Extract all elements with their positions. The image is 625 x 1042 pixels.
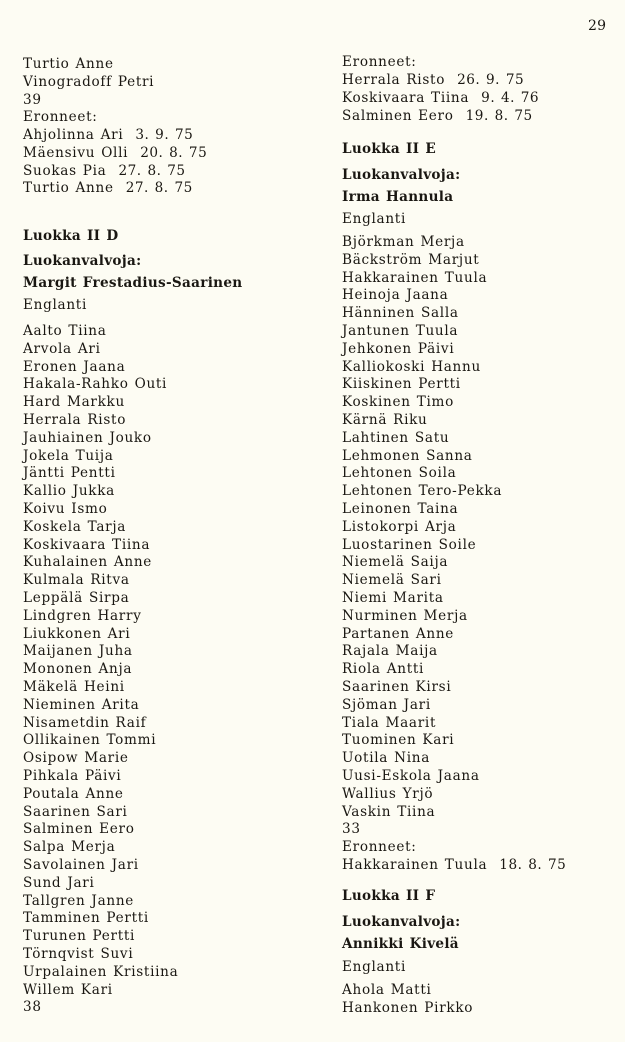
student-name: Kulmala Ritva [23, 572, 130, 589]
language-label: Englanti [342, 959, 406, 975]
departed-entry [23, 180, 193, 197]
class-count: 33 [342, 821, 361, 838]
student-name: Kallio Jukka [23, 483, 115, 500]
student-name: Sjöman Jari [342, 696, 431, 713]
student-name: Tamminen Pertti [23, 910, 149, 927]
student-name: Nurminen Merja [342, 607, 468, 624]
student-name: Rajala Maija [342, 643, 438, 660]
student-name: Mononen Anja [23, 661, 133, 678]
student-name: Koivu Ismo [23, 501, 108, 517]
student-name: Björkman Merja [342, 234, 465, 250]
departed-entry [23, 127, 193, 144]
student-name: Maijanen Juha [23, 643, 133, 660]
departed-entry [342, 108, 533, 125]
student-name: Lahtinen Satu [342, 429, 450, 446]
student-name: Kiiskinen Pertti [342, 376, 461, 393]
student-name: Koskinen Timo [342, 394, 454, 411]
departed-entry-name: Ahjolinna Ari [23, 127, 124, 143]
student-name: Jantunen Tuula [342, 323, 459, 339]
departed-entry-date: 26. 9. 75 [457, 72, 525, 88]
student-name: Tuominen Kari [342, 732, 455, 749]
student-name: Uotila Nina [342, 750, 431, 767]
departed-entry-date: 20. 8. 75 [140, 144, 208, 161]
student-name: Koskela Tarja [23, 518, 127, 535]
student-name: Heinoja Jaana [342, 287, 449, 304]
student-name: Mäkelä Heini [23, 679, 125, 695]
student-name: Jokela Tuija [23, 447, 114, 464]
student-name: Niemelä Sari [342, 572, 442, 589]
student-name: Lehmonen Sanna [342, 447, 473, 464]
student-name: Kuhalainen Anne [23, 554, 153, 571]
teacher-name: Annikki Kivelä [342, 936, 459, 952]
student-name: Uusi-Eskola Jaana [342, 768, 480, 784]
student-name: Eronen Jaana [23, 358, 126, 375]
class-heading: Luokka II D [23, 228, 119, 244]
departed-label: Eronneet: [23, 109, 98, 125]
departed-label: Eronneet: [342, 839, 417, 856]
student-name: Hänninen Salla [342, 305, 459, 322]
student-name: Bäckström Marjut [342, 251, 480, 268]
class-heading: Luokka II F [342, 888, 436, 904]
class-count: 38 [23, 999, 42, 1016]
student-name: Vaskin Tiina [342, 803, 436, 820]
teacher-label: Luokanvalvoja: [342, 914, 461, 930]
student-name: Savolainen Jari [23, 857, 139, 873]
student-name: Liukkonen Ari [23, 625, 131, 642]
class-count: 39 [23, 92, 42, 108]
departed-entry-date: 19. 8. 75 [465, 107, 533, 124]
departed-entry [342, 72, 524, 89]
student-name: Jäntti Pentti [23, 465, 116, 482]
student-name: Lehtonen Tero-Pekka [342, 483, 503, 500]
departed-entry-name: Turtio Anne [23, 180, 114, 197]
student-name: Hakkarainen Tuula [342, 269, 488, 286]
departed-entry-name: Herrala Risto [342, 72, 446, 88]
student-name: Tiala Maarit [342, 714, 437, 731]
departed-entry [23, 145, 207, 162]
language-label: Englanti [342, 211, 406, 227]
student-name: Salminen Eero [23, 821, 135, 838]
departed-entry-date: 9. 4. 76 [481, 89, 540, 106]
student-name: Turtio Anne [23, 56, 114, 72]
student-name: Riola Antti [342, 661, 425, 678]
departed-entry-date: 27. 8. 75 [118, 162, 186, 179]
departed-entry [342, 857, 566, 874]
student-name: Luostarinen Soile [342, 536, 477, 553]
student-name: Saarinen Sari [23, 803, 128, 820]
student-name: Koskivaara Tiina [23, 536, 151, 553]
student-name: Tallgren Janne [23, 892, 135, 909]
student-name: Leppälä Sirpa [23, 590, 130, 606]
student-name: Niemi Marita [342, 590, 444, 606]
student-name: Nieminen Arita [23, 696, 140, 713]
teacher-name: Margit Frestadius-Saarinen [23, 275, 243, 291]
departed-entry-name: Mäensivu Olli [23, 144, 129, 161]
student-name: Sund Jari [23, 874, 95, 891]
student-name: Arvola Ari [23, 340, 101, 357]
departed-entry-name: Hakkarainen Tuula [342, 857, 488, 873]
student-name: Partanen Anne [342, 625, 455, 642]
student-name: Lindgren Harry [23, 607, 142, 624]
student-name: Saarinen Kirsi [342, 679, 452, 695]
class-heading: Luokka II E [342, 141, 436, 157]
page-number: 29 [588, 18, 607, 34]
student-name: Niemelä Saija [342, 554, 449, 571]
student-name: Ahola Matti [342, 982, 432, 998]
departed-entry-name: Suokas Pia [23, 162, 107, 179]
student-name: Herrala Risto [23, 412, 127, 428]
teacher-label: Luokanvalvoja: [23, 253, 142, 269]
student-name: Wallius Yrjö [342, 785, 434, 802]
student-name: Osipow Marie [23, 750, 129, 767]
student-name: Lehtonen Soila [342, 465, 457, 482]
student-name: Willem Kari [23, 981, 113, 998]
student-name: Aalto Tiina [23, 323, 107, 339]
departed-entry-name: Koskivaara Tiina [342, 89, 470, 106]
student-name: Kalliokoski Hannu [342, 358, 481, 375]
student-name: Hankonen Pirkko [342, 999, 474, 1016]
departed-entry-name: Salminen Eero [342, 107, 454, 124]
departed-entry [23, 163, 186, 180]
departed-entry-date: 18. 8. 75 [499, 857, 567, 873]
language-label: Englanti [23, 297, 87, 313]
student-name: Ollikainen Tommi [23, 732, 157, 749]
student-name: Kärnä Riku [342, 412, 428, 428]
student-name: Nisametdin Raif [23, 714, 147, 731]
student-name: Salpa Merja [23, 839, 116, 856]
departed-entry-date: 3. 9. 75 [135, 127, 194, 143]
student-name: Poutala Anne [23, 785, 124, 802]
student-name: Leinonen Taina [342, 501, 459, 517]
student-name: Vinogradoff Petri [23, 74, 155, 90]
teacher-name: Irma Hannula [342, 189, 454, 205]
student-name: Hard Markku [23, 394, 125, 411]
student-name: Hakala-Rahko Outi [23, 376, 168, 393]
student-name: Jauhiainen Jouko [23, 429, 152, 446]
teacher-label: Luokanvalvoja: [342, 167, 461, 183]
student-name: Jehkonen Päivi [342, 340, 455, 357]
student-name: Pihkala Päivi [23, 768, 122, 784]
student-name: Turunen Pertti [23, 928, 136, 945]
departed-entry [342, 90, 539, 107]
student-name: Urpalainen Kristiina [23, 963, 179, 980]
departed-label: Eronneet: [342, 54, 417, 70]
student-name: Törnqvist Suvi [23, 946, 134, 962]
departed-entry-date: 27. 8. 75 [125, 180, 193, 197]
student-name: Listokorpi Arja [342, 518, 457, 535]
